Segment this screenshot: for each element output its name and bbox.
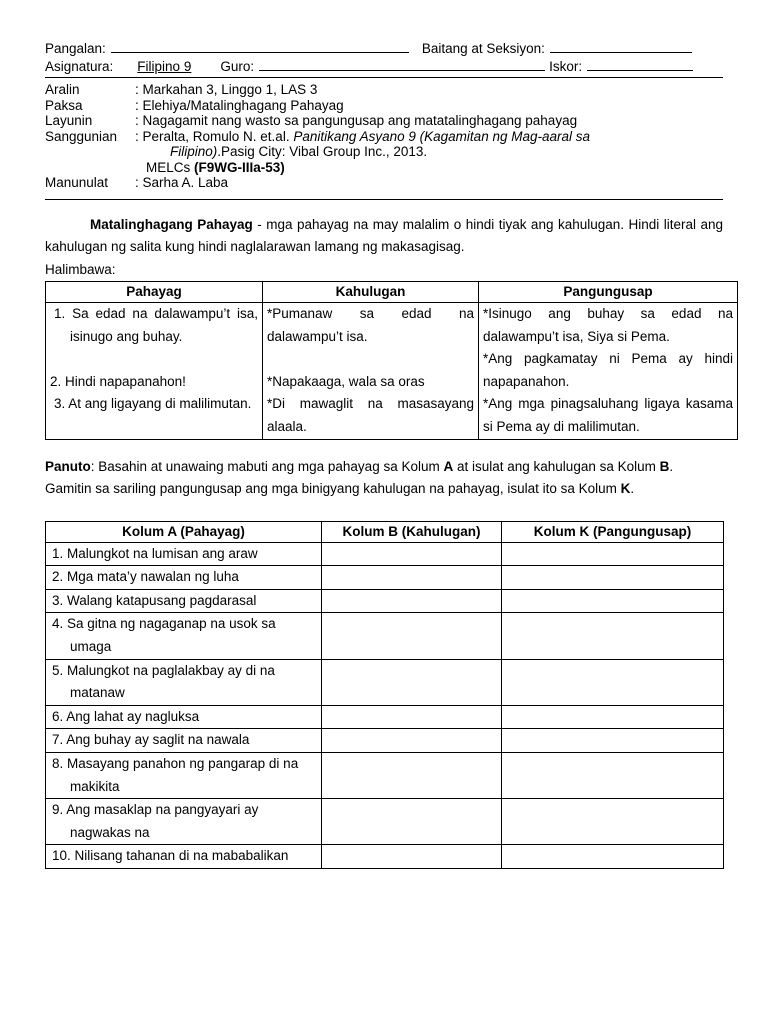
table-row xyxy=(46,799,724,845)
guro-field[interactable] xyxy=(259,56,545,71)
pahayag-item: 7. Ang buhay ay saglit na nawala xyxy=(52,732,250,748)
table-row xyxy=(46,845,724,869)
sanggunian-title-1: Panitikang Asyano 9 (Kagamitan ng Mag-aaral sa xyxy=(293,128,590,144)
table-row xyxy=(46,613,724,659)
pahayag-item: 4. Sa gitna ng nagaganap na usok sa umaga xyxy=(52,616,276,654)
sanggunian-authors: : Peralta, Romulo N. et.al. xyxy=(135,128,294,144)
example-header-pangungusap: Pangungusap xyxy=(479,282,738,303)
example-kahulugan-cell xyxy=(263,303,479,440)
sanggunian-title-2: Filipino) xyxy=(170,144,218,159)
kolum-a-cell xyxy=(46,752,322,798)
panuto-paragraph xyxy=(45,456,723,501)
example-pangungusap-1: *Isinugo ang buhay sa edad na dalawampu’t isa, Siya si Pema. xyxy=(483,306,733,344)
example-table xyxy=(45,281,738,440)
aralin-val: : Markahan 3, Linggo 1, LAS 3 xyxy=(135,82,318,97)
kolum-k-answer-cell[interactable] xyxy=(502,799,724,845)
kolum-a-cell xyxy=(46,566,322,590)
kolum-b-answer-cell[interactable] xyxy=(322,752,502,798)
panuto-text-4: . xyxy=(630,481,635,497)
melcs-line xyxy=(46,160,723,176)
manunulat-key: Manunulat xyxy=(45,175,109,190)
example-pangungusap-cell xyxy=(479,303,738,440)
definition-paragraph xyxy=(45,214,723,259)
kolum-b-answer-cell[interactable] xyxy=(322,845,502,869)
kolum-a-cell xyxy=(46,729,322,753)
kolum-b-answer-cell[interactable] xyxy=(322,613,502,659)
baitang-label: Baitang at Seksiyon: xyxy=(421,41,545,56)
example-pangungusap-2: *Ang pagkamatay ni Pema ay hindi napapanahon. xyxy=(483,351,733,389)
guro-label: Guro: xyxy=(220,59,255,74)
kolum-a-cell xyxy=(46,542,322,566)
halimbawa-label: Halimbawa: xyxy=(45,261,116,277)
paksa-val: : Elehiya/Matalinghagang Pahayag xyxy=(135,97,344,113)
layunin-val: : Nagagamit nang wasto sa pangungusap ang matatalinghagang pahayag xyxy=(135,113,578,128)
kolum-b-answer-cell[interactable] xyxy=(322,799,502,845)
meta-rule xyxy=(45,199,723,200)
example-kahulugan-1: *Pumanaw sa edad na dalawampu’t isa. xyxy=(267,306,474,344)
table-row xyxy=(46,566,724,590)
kolum-b-answer-cell[interactable] xyxy=(322,542,502,566)
pahayag-item: 2. Mga mata’y nawalan ng luha xyxy=(52,569,239,585)
example-pahayag-1: 1. Sa edad na dalawampu’t isa, isinugo ang buhay. xyxy=(54,306,258,344)
definition-text: - mga pahayag na may malalim o hindi tiyak ang kahulugan. Hindi literal ang kahulugan ng salita kung hindi naglalarawan lamang ng makasagisag. xyxy=(45,216,723,254)
panuto-kolum-b: B xyxy=(659,458,670,474)
baitang-field[interactable] xyxy=(550,38,692,53)
panuto-kolum-a: A xyxy=(443,458,454,474)
lesson-info xyxy=(45,82,723,191)
kolum-k-answer-cell[interactable] xyxy=(502,566,724,590)
header-row-2 xyxy=(45,56,723,74)
asignatura-label: Asignatura: xyxy=(45,59,114,74)
table-row xyxy=(46,705,724,729)
layunin-key: Layunin xyxy=(45,113,93,128)
pangalan-field[interactable] xyxy=(111,38,409,53)
kolum-a-cell xyxy=(46,845,322,869)
pahayag-item: 3. Walang katapusang pagdarasal xyxy=(52,592,257,608)
activity-header-kolum-b: Kolum B (Kahulugan) xyxy=(322,521,502,542)
kolum-b-answer-cell[interactable] xyxy=(322,589,502,613)
pahayag-item: 5. Malungkot na paglalakbay ay di na matanaw xyxy=(52,662,275,701)
panuto-kolum-k: K xyxy=(620,481,631,497)
kolum-a-cell xyxy=(46,613,322,659)
table-row xyxy=(46,589,724,613)
panuto-text-3: . Gamitin sa sariling pangungusap ang mga binigyang kahulugan na pahayag, isulat ito sa Kolum xyxy=(45,458,674,497)
sanggunian-cont xyxy=(135,144,723,160)
kolum-k-answer-cell[interactable] xyxy=(502,613,724,659)
pangalan-label: Pangalan: xyxy=(45,41,106,56)
example-pahayag-2: 2. Hindi napapanahon! xyxy=(50,373,186,389)
kolum-b-answer-cell[interactable] xyxy=(322,659,502,705)
kolum-k-answer-cell[interactable] xyxy=(502,659,724,705)
kolum-k-answer-cell[interactable] xyxy=(502,589,724,613)
kolum-a-cell xyxy=(46,705,322,729)
kolum-a-cell xyxy=(46,799,322,845)
example-pahayag-3: 3. At ang ligayang di malilimutan. xyxy=(54,396,252,412)
example-header-kahulugan: Kahulugan xyxy=(263,282,479,303)
kolum-b-answer-cell[interactable] xyxy=(322,705,502,729)
top-rule xyxy=(45,77,723,78)
table-row xyxy=(46,752,724,798)
activity-body xyxy=(46,542,724,868)
sanggunian-key: Sanggunian xyxy=(45,128,118,144)
iskor-label: Iskor: xyxy=(549,59,583,74)
kolum-k-answer-cell[interactable] xyxy=(502,542,724,566)
melcs-label: MELCs xyxy=(146,159,195,175)
kolum-k-answer-cell[interactable] xyxy=(502,845,724,869)
activity-header-kolum-k: Kolum K (Pangungusap) xyxy=(502,521,724,542)
header-row-1 xyxy=(45,38,723,56)
paksa-key: Paksa xyxy=(45,97,83,113)
panuto-label: Panuto xyxy=(45,458,91,474)
kolum-b-answer-cell[interactable] xyxy=(322,566,502,590)
kolum-k-answer-cell[interactable] xyxy=(502,705,724,729)
pahayag-item: 9. Ang masaklap na pangyayari ay nagwakas na xyxy=(52,802,259,840)
melcs-code: (F9WG-IIIa-53) xyxy=(194,159,285,175)
example-kahulugan-2: *Napakaaga, wala sa oras xyxy=(267,373,425,389)
kolum-k-answer-cell[interactable] xyxy=(502,729,724,753)
table-row xyxy=(46,729,724,753)
example-header-pahayag: Pahayag xyxy=(46,282,263,303)
sanggunian-publisher: .Pasig City: Vibal Group Inc., 2013. xyxy=(217,144,428,159)
example-pangungusap-3: *Ang mga pinagsaluhang ligaya kasama si Pema ay di malilimutan. xyxy=(483,396,733,434)
kolum-a-cell xyxy=(46,659,322,705)
aralin-key: Aralin xyxy=(45,82,80,97)
sanggunian-val xyxy=(135,129,723,145)
kolum-a-cell xyxy=(46,589,322,613)
table-row xyxy=(46,542,724,566)
iskor-field[interactable] xyxy=(587,56,693,71)
worksheet xyxy=(45,38,733,869)
activity-table xyxy=(45,521,724,869)
pahayag-item: 8. Masayang panahon ng pangarap di na makikita xyxy=(52,755,299,794)
pahayag-item: 1. Malungkot na lumisan ang araw xyxy=(52,545,258,561)
kolum-b-answer-cell[interactable] xyxy=(322,729,502,753)
panuto-text-2: at isulat ang kahulugan sa Kolum xyxy=(453,458,660,474)
pahayag-item: 10. Nilisang tahanan di na mababalikan xyxy=(52,848,289,864)
pahayag-item: 6. Ang lahat ay nagluksa xyxy=(52,708,200,724)
example-kahulugan-3: *Di mawaglit na masasayang alaala. xyxy=(267,396,474,434)
panuto-text-1: : Basahin at unawaing mabuti ang mga pahayag sa Kolum xyxy=(90,458,444,474)
manunulat-val: : Sarha A. Laba xyxy=(135,175,229,190)
activity-header-kolum-a: Kolum A (Pahayag) xyxy=(46,521,322,542)
table-row xyxy=(46,659,724,705)
kolum-k-answer-cell[interactable] xyxy=(502,752,724,798)
asignatura-value: Filipino 9 xyxy=(137,59,192,74)
definition-term: Matalinghagang Pahayag xyxy=(90,216,253,232)
example-pahayag-cell xyxy=(46,303,263,440)
